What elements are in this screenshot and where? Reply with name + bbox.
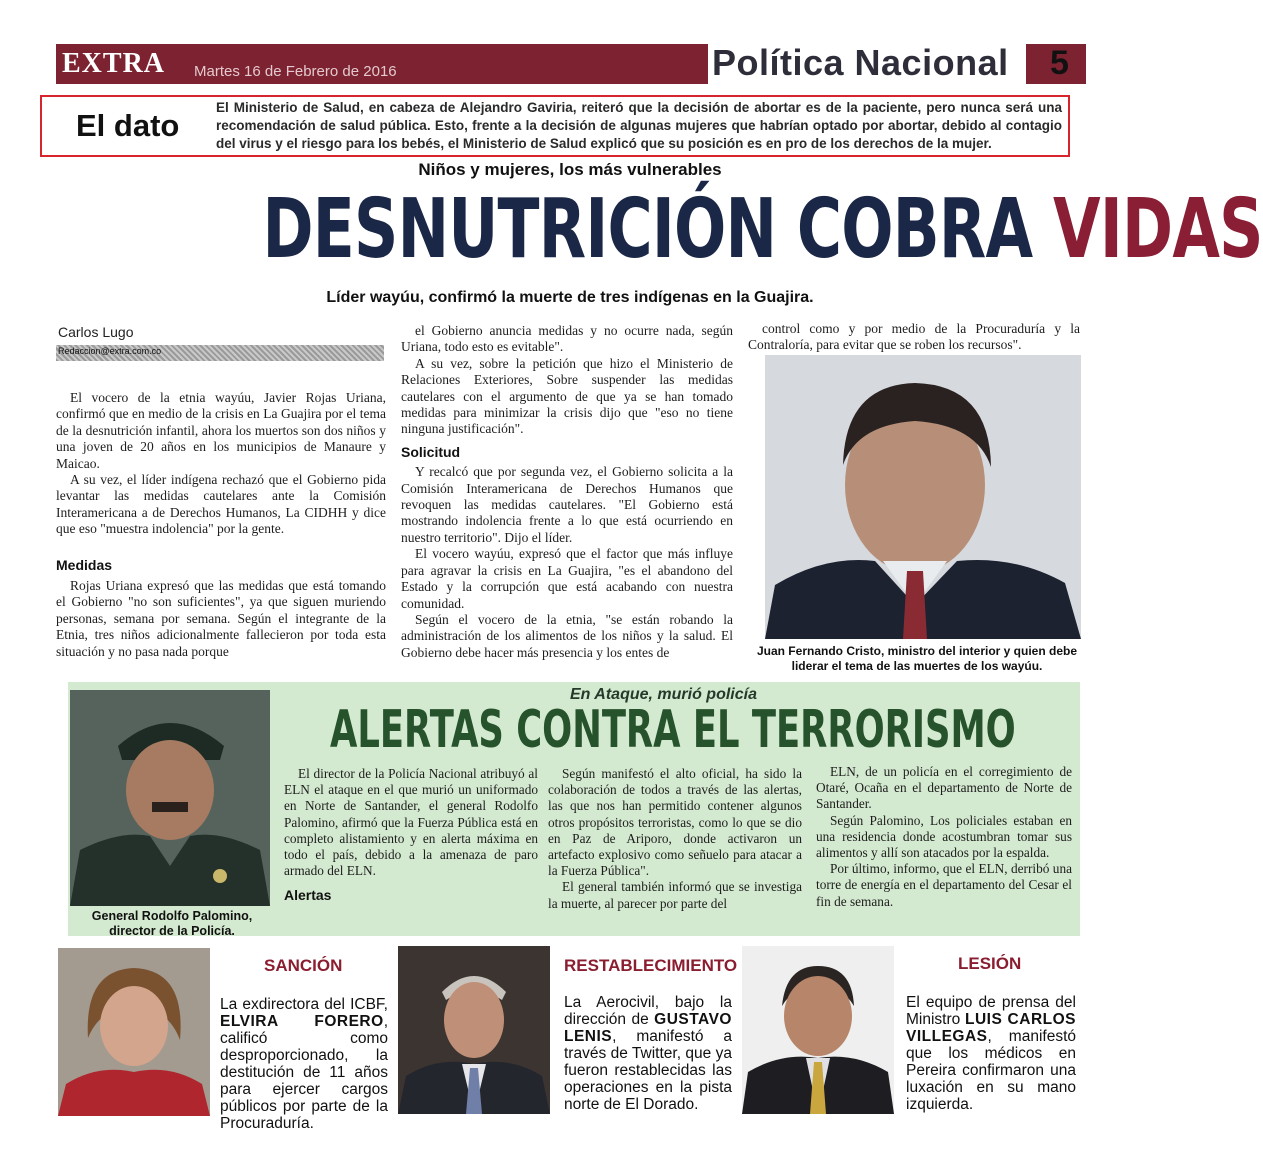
extra-logo: EXTRA: [62, 48, 166, 79]
publication-date: Martes 16 de Febrero de 2016: [194, 63, 397, 80]
paragraph: Por último, informo, que el ELN, derribó una torre de energía en el departamento del Cesar el fin de semana.: [816, 861, 1072, 909]
main-kicker: Niños y mujeres, los más vulnerables: [418, 160, 722, 179]
brief-text-lesion: [906, 994, 1076, 1113]
paragraph: El vocero de la etnia wayúu, Javier Rojas Uriana, confirmó que en medio de la crisis en La Guajira por el tema de la desnutrición infantil, ahora los muertos son dos niños y una joven de 20 años en los municipios de Manaure y Maicao.: [56, 390, 386, 471]
subheading-solicitud: Solicitud: [401, 443, 461, 460]
main-column-3: [748, 321, 1080, 354]
brief-text-part: El equipo de prensa del Ministro: [906, 994, 1076, 1028]
green-column-1: [284, 766, 538, 904]
green-headline: ALERTAS CONTRA EL TERRORISMO: [330, 700, 1016, 760]
brief-text-part: , manifestó que los médicos en Pereira confirmaron una luxación en su mano izquierda.: [906, 1028, 1076, 1113]
brief-text-part: , calificó como desproporcionado, la destitución de 11 años para ejercer cargos públicos por parte de la Procuraduría.: [220, 1013, 388, 1132]
paragraph: Según el vocero de la etnia, "se están robando la administración de los alimentos de los niños y la salud. El Gobierno debe hacer más presencia y los entes de: [401, 611, 733, 660]
green-column-2: [548, 766, 802, 912]
paragraph: El general también informó que se investiga la muerte, al parecer por parte del: [548, 879, 802, 911]
main-headline: [262, 180, 1263, 280]
green-kicker: En Ataque, murió policía: [570, 686, 757, 703]
paragraph: Según manifestó el alto oficial, ha sido la colaboración de todos a través de las alertas, las que nos han permitido contener algunos otros propósitos terroristas, como lo que se dio en Paz de Ariporo, donde activaron un artefacto explosivo como señuelo para atacar a la Fuerza Pública".: [548, 766, 802, 879]
photo-luis-carlos-villegas: [742, 946, 894, 1114]
brief-text-sancion: [220, 996, 388, 1132]
page-number: 5: [1050, 44, 1069, 82]
paragraph: el Gobierno anuncia medidas y no ocurre nada, según Uriana, todo esto es evitable".: [401, 323, 733, 355]
paragraph: El director de la Policía Nacional atribuyó al ELN el ataque en el que murió un uniformado en Norte de Santander, el general Rodolfo Palomino, afirmó que la Fuerza Pública está en completo alistamiento y en alerta máxima en todo el país, debido a la amenaza de paro armado del ELN.: [284, 766, 538, 879]
photo-rodolfo-palomino: [70, 690, 270, 906]
paragraph: Rojas Uriana expresó que las medidas que está tomando el Gobierno "no son suficientes", ya que siguen muriendo personas, semana por semana. Según el integrante de la Etnia, tres niños adicionalmente fallecieron por toda esta situación y no pasa nada porque: [56, 578, 386, 659]
paragraph: Y recalcó que por segunda vez, el Gobierno solicita a la Comisión Interamericana de Derechos Humanos que revoquen las medidas cautelares. "El Gobierno está mostrando indolencia frente a lo que está ocurriendo en nuestro territorio". Dijo el líder.: [401, 464, 733, 545]
photo-caption-palomino: General Rodolfo Palomino, director de la Policía.: [91, 909, 253, 938]
author-email: Redaccion@extra.com.co: [58, 346, 162, 356]
headline-part1: DESNUTRICIÓN COBRA: [262, 182, 1033, 277]
brief-title-sancion: SANCIÓN: [264, 956, 343, 975]
paragraph: ELN, de un policía en el corregimiento de Otaré, Ocaña en el departamento de Norte de Santander.: [816, 764, 1072, 812]
paragraph: A su vez, el líder indígena rechazó que el Gobierno pida levantar las medidas cautelares ante la Comisión Interamericana a de Derechos Humanos, La CIDHH y dice que eso "muestra indolencia" por la gente.: [56, 472, 386, 537]
brief-person-name: ELVIRA FORERO: [220, 1013, 384, 1030]
el-dato-label: El dato: [76, 108, 180, 143]
photo-caption-cristo: Juan Fernando Cristo, ministro del interior y quien debe liderar el tema de las muertes de los wayúu.: [756, 644, 1078, 673]
photo-elvira-forero: [58, 948, 210, 1116]
author-name: Carlos Lugo: [58, 324, 134, 340]
brief-title-restablecimiento: RESTABLECIMIENTO: [564, 956, 738, 975]
brief-text-part: , manifestó a través de Twitter, que ya fueron restablecidas las operaciones en la pista norte de El Dorado.: [564, 1028, 732, 1113]
main-column-2: [401, 323, 733, 661]
brief-person-name: LUIS CARLOS VILLEGAS: [906, 1011, 1077, 1045]
photo-gustavo-lenis: [398, 946, 550, 1114]
brief-text-part: La exdirectora del ICBF,: [220, 996, 388, 1013]
section-title: Política Nacional: [712, 42, 1009, 83]
headline-part2: VIDAS: [1053, 182, 1263, 277]
paragraph: control como y por medio de la Procuraduría y la Contraloría, para evitar que se roben los recursos".: [748, 321, 1080, 353]
paragraph: El vocero wayúu, expresó que el factor que más influye para agravar la crisis en La Guajira, "es el abandono del Estado y la corrupción que está acabando con nuestra comunidad.: [401, 546, 733, 611]
paragraph: Según Palomino, Los policiales estaban en una residencia donde acostumbran tomar sus alimentos y allí son atacados por la espalda.: [816, 812, 1072, 861]
photo-juan-fernando-cristo: [765, 355, 1081, 639]
brief-person-name: GUSTAVO LENIS: [564, 1011, 732, 1045]
subheading-medidas: Medidas: [56, 556, 113, 573]
brief-title-lesion: LESIÓN: [958, 954, 1022, 973]
green-column-3: [816, 764, 1072, 910]
brief-text-part: La Aerocivil, bajo la dirección de: [564, 994, 732, 1028]
brief-text-restablecimiento: [564, 994, 732, 1113]
main-subhead: Líder wayúu, confirmó la muerte de tres indígenas en la Guajira.: [326, 289, 814, 306]
paragraph: A su vez, sobre la petición que hizo el Ministerio de Relaciones Exteriores, Sobre suspender las medidas cautelares con el argumento de que ya se han tomado medidas para minimizar la crisis dijo que "eso no tiene ninguna justificación".: [401, 355, 733, 437]
subheading-alertas: Alertas: [284, 887, 332, 904]
main-column-1: [56, 390, 386, 660]
el-dato-text: El Ministerio de Salud, en cabeza de Alejandro Gaviria, reiteró que la decisión de abortar es de la paciente, pero nunca será una recomendación de salud pública. Esto, frente a la decisión de algunas mujeres que habrían optado por abortar, debido al contagio del virus y el riesgo para los bebés, el Ministerio de Salud explicó que su posición es en pro de los derechos de la mujer.: [216, 100, 1062, 151]
